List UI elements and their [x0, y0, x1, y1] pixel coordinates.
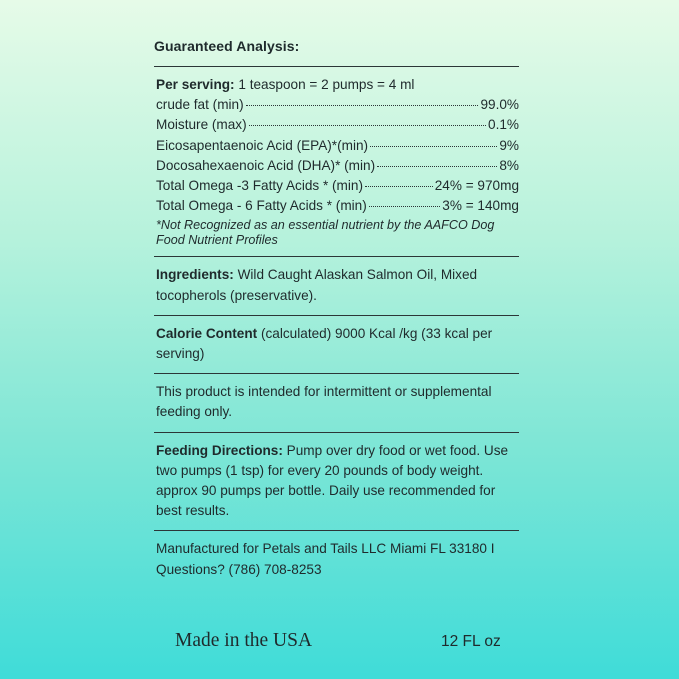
dot-leader: [370, 146, 497, 147]
dot-leader: [377, 166, 497, 167]
dot-leader: [246, 105, 479, 106]
guaranteed-analysis-panel: [154, 38, 519, 589]
ingredients-label: Ingredients:: [156, 267, 234, 283]
made-in-usa: Made in the USA: [175, 630, 313, 651]
analysis-row-label: Total Omega -3 Fatty Acids * (min): [156, 178, 363, 194]
analysis-table: [156, 95, 519, 216]
manufacturer-text: Manufactured for Petals and Tails LLC Miami FL 33180 I Questions? (786) 708-8253: [156, 541, 495, 577]
feeding-section: [154, 433, 519, 531]
dot-leader: [365, 186, 433, 187]
volume-label: 12 FL oz: [441, 633, 501, 650]
calorie-label: Calorie Content: [156, 325, 258, 341]
analysis-row-value: 99.0%: [480, 97, 519, 113]
aafco-note: *Not Recognized as an essential nutrient by the AAFCO Dog Food Nutrient Profiles: [156, 218, 495, 247]
analysis-row-value: 3% = 140mg: [442, 198, 519, 214]
feeding-label: Feeding Directions:: [156, 442, 283, 458]
intended-use-text: This product is intended for intermittent or supplemental feeding only.: [156, 384, 492, 420]
calorie-section: [154, 316, 519, 373]
analysis-row: [156, 176, 519, 196]
analysis-row-label: Moisture (max): [156, 117, 247, 133]
panel-title: Guaranteed Analysis:: [154, 38, 300, 54]
feeding-text: Pump over dry food or wet food. Use two pumps (1 tsp) for every 20 pounds of body weight. approx 90 pumps per bottle. Daily use recommended for best results.: [156, 442, 509, 519]
analysis-row-label: Docosahexaenoic Acid (DHA)* (min): [156, 157, 376, 173]
analysis-row-label: crude fat (min): [156, 97, 244, 113]
analysis-row: [156, 95, 519, 115]
per-serving-line: [156, 75, 519, 95]
analysis-row-value: 0.1%: [488, 117, 519, 133]
ingredients-section: [154, 257, 519, 314]
calorie-text: (calculated) 9000 Kcal /kg (33 kcal per serving): [156, 325, 493, 362]
analysis-section: [154, 67, 519, 256]
ingredients-text: Wild Caught Alaskan Salmon Oil, Mixed tocopherols (preservative).: [156, 267, 478, 303]
dot-leader: [249, 125, 486, 126]
per-serving-label: Per serving:: [156, 77, 235, 92]
analysis-row: [156, 115, 519, 135]
manufacturer-section: [154, 531, 519, 588]
per-serving-text: 1 teaspoon = 2 pumps = 4 ml: [234, 77, 415, 92]
analysis-row-label: Total Omega - 6 Fatty Acids * (min): [156, 198, 367, 214]
analysis-row-label: Eicosapentaenoic Acid (EPA)*(min): [156, 137, 369, 153]
analysis-row-value: 24% = 970mg: [434, 178, 519, 194]
analysis-row-value: 9%: [499, 137, 519, 153]
intended-use-section: [154, 374, 519, 431]
analysis-row: [156, 196, 519, 216]
analysis-row-value: 8%: [499, 157, 519, 173]
analysis-row: [156, 136, 519, 156]
analysis-row: [156, 156, 519, 176]
dot-leader: [369, 206, 441, 207]
